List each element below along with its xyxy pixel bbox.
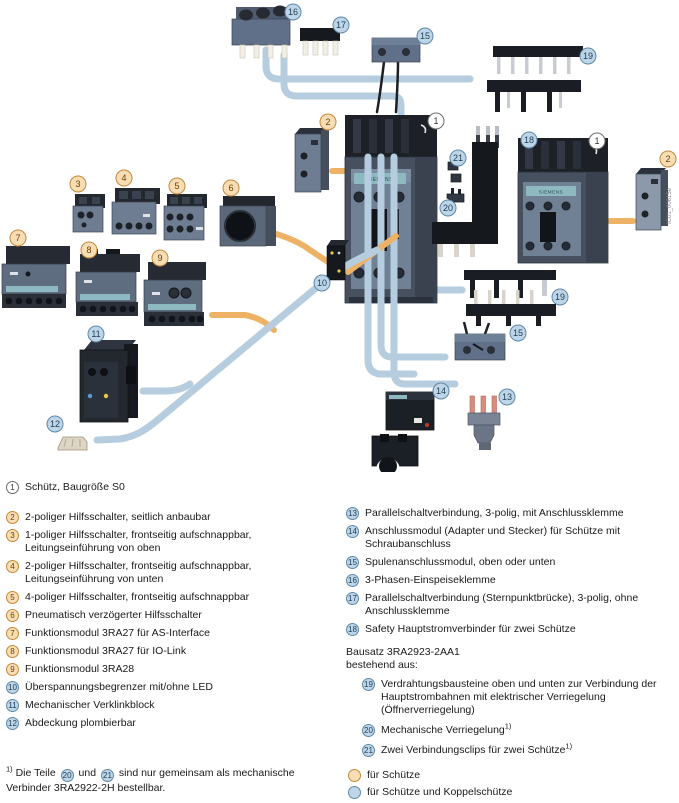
svg-text:3: 3 bbox=[75, 179, 81, 189]
callout-5 bbox=[169, 178, 185, 194]
callout-8 bbox=[81, 242, 97, 258]
callout-16 bbox=[285, 4, 301, 20]
legend-callout-10: 10 bbox=[6, 681, 19, 694]
legend-item-17 bbox=[346, 592, 676, 618]
color-key-text: für Schütze und Koppelschütze bbox=[367, 786, 513, 798]
callout-15-lower bbox=[510, 325, 526, 341]
component-function-module-3ra28 bbox=[144, 262, 206, 326]
legend-text: Zwei Verbindungsclips für zwei Schütze$^{1)}$ bbox=[381, 741, 573, 756]
brand-label: SIEMENS bbox=[538, 189, 564, 195]
legend-text: Mechanische Verriegelung$^{1)}$ bbox=[381, 721, 512, 736]
legend-item-3 bbox=[6, 529, 334, 555]
legend-text: 3-Phasen-Einspeiseklemme bbox=[365, 574, 496, 586]
footnote: $^{1)}$ Die Teile 20 und 21 sind nur gemeinsam als mechanische Verbinder 3RA2922-2H bestellbar. bbox=[6, 764, 295, 794]
legend-callout-15: 15 bbox=[346, 556, 359, 569]
legend-text: Parallelschaltverbindung (Sternpunktbrücke), 3-polig, ohne Anschlussklemme bbox=[365, 592, 639, 617]
legend-item-15 bbox=[346, 556, 676, 569]
callout-2-right bbox=[660, 151, 676, 167]
footnote-marker: 1) bbox=[6, 764, 13, 774]
callout-19-lower bbox=[552, 289, 568, 305]
legend-callout-6: 6 bbox=[6, 609, 19, 622]
legend-item-21 bbox=[362, 741, 676, 757]
image-id-watermark: IC01_00615e bbox=[667, 187, 673, 224]
legend-callout-5: 5 bbox=[6, 591, 19, 604]
legend-callout-16: 16 bbox=[346, 574, 359, 587]
svg-text:21: 21 bbox=[452, 153, 464, 163]
component-parallel-plug bbox=[468, 396, 500, 450]
legend-left-column bbox=[6, 481, 334, 735]
callout-1-main bbox=[428, 113, 444, 129]
assembly-tube-blue-sweep-branch bbox=[143, 384, 190, 391]
component-safety-connector bbox=[432, 126, 499, 257]
svg-text:2: 2 bbox=[325, 117, 331, 127]
component-contactor-second bbox=[518, 138, 608, 263]
legend-text: Überspannungsbegrenzer mit/ohne LED bbox=[25, 681, 213, 693]
kit-heading bbox=[346, 646, 676, 672]
legend-item-4 bbox=[6, 560, 334, 586]
svg-text:17: 17 bbox=[335, 20, 347, 30]
callout-20 bbox=[440, 200, 456, 216]
legend-callout-18: 18 bbox=[346, 623, 359, 636]
legend-text: Funktionsmodul 3RA27 für AS-Interface bbox=[25, 627, 211, 639]
legend-callout-17: 17 bbox=[346, 592, 359, 605]
callout-9 bbox=[152, 250, 168, 266]
callout-1-second bbox=[589, 133, 605, 149]
svg-text:15: 15 bbox=[512, 328, 524, 338]
legend-callout-1: 1 bbox=[6, 481, 19, 494]
svg-text:8: 8 bbox=[86, 245, 92, 255]
svg-text:11: 11 bbox=[91, 329, 101, 339]
component-feed-terminal bbox=[232, 6, 290, 59]
legend-right-column bbox=[346, 507, 676, 803]
svg-text:7: 7 bbox=[15, 233, 21, 243]
callout-2-left bbox=[320, 114, 336, 130]
legend-item-1 bbox=[6, 481, 334, 494]
svg-text:10: 10 bbox=[316, 278, 328, 288]
svg-text:19: 19 bbox=[554, 292, 566, 302]
svg-text:19: 19 bbox=[582, 51, 594, 61]
legend-item-9 bbox=[6, 663, 334, 676]
color-key-text: für Schütze bbox=[367, 769, 421, 781]
callout-19-top bbox=[580, 48, 596, 64]
legend-item-11 bbox=[6, 699, 334, 712]
legend-item-20 bbox=[362, 721, 676, 737]
callout-11 bbox=[88, 326, 104, 342]
component-function-module-asi bbox=[2, 246, 70, 308]
legend-callout-12: 12 bbox=[6, 717, 19, 730]
legend-item-5 bbox=[6, 591, 334, 604]
legend-text: Safety Hauptstromverbinder für zwei Schütze bbox=[365, 623, 576, 635]
footnote-callout-21: 21 bbox=[101, 769, 114, 782]
component-aux-switch-side-right bbox=[636, 168, 668, 230]
callout-18 bbox=[521, 132, 537, 148]
legend-text: Verdrahtungsbausteine oben und unten zur Verbindung der Hauptstrombahnen mit elektrischer Verriegelung (Öffnerverriegelung) bbox=[381, 678, 657, 716]
legend-item-18 bbox=[346, 623, 676, 636]
component-aux-switch-2pole bbox=[112, 188, 160, 234]
legend-text: Parallelschaltverbindung, 3-polig, mit Anschlussklemme bbox=[365, 507, 624, 519]
legend-item-12 bbox=[6, 717, 334, 730]
legend-callout-21: 21 bbox=[362, 744, 375, 757]
legend-callout-20: 20 bbox=[362, 724, 375, 737]
legend-item-14 bbox=[346, 525, 676, 551]
color-key-contactors bbox=[348, 769, 676, 782]
orange-swatch bbox=[348, 769, 361, 782]
legend-item-8 bbox=[6, 645, 334, 658]
callout-10 bbox=[314, 275, 330, 291]
legend-item-19 bbox=[362, 678, 676, 717]
legend-callout-4: 4 bbox=[6, 560, 19, 573]
svg-text:5: 5 bbox=[174, 181, 180, 191]
kit-subtitle: bestehend aus: bbox=[346, 659, 418, 671]
legend-callout-8: 8 bbox=[6, 645, 19, 658]
coil-wire-left bbox=[377, 62, 384, 112]
svg-text:12: 12 bbox=[49, 419, 61, 429]
legend-text: Mechanischer Verklinkblock bbox=[25, 699, 155, 711]
assembly-tube-blue-feed16 bbox=[266, 50, 470, 79]
legend-text: Schütz, Baugröße S0 bbox=[25, 481, 125, 493]
component-adapter-module bbox=[372, 392, 434, 472]
legend-item-6 bbox=[6, 609, 334, 622]
component-coil-module-lower bbox=[455, 322, 505, 360]
svg-text:1: 1 bbox=[433, 116, 439, 126]
legend-text: 2-poliger Hilfsschalter, frontseitig aufschnappbar, Leitungseinführung von unten bbox=[25, 560, 252, 585]
color-key-coupling bbox=[348, 786, 676, 799]
legend-text: Funktionsmodul 3RA27 für IO-Link bbox=[25, 645, 187, 657]
legend-item-16 bbox=[346, 574, 676, 587]
svg-text:4: 4 bbox=[121, 173, 127, 183]
component-starpoint-bridge bbox=[300, 28, 340, 55]
legend-callout-3: 3 bbox=[6, 529, 19, 542]
footnote-callout-20: 20 bbox=[61, 769, 74, 782]
legend-item-2 bbox=[6, 511, 334, 524]
legend-text: 2-poliger Hilfsschalter, seitlich anbaubar bbox=[25, 511, 211, 523]
legend-callout-9: 9 bbox=[6, 663, 19, 676]
legend-callout-14: 14 bbox=[346, 525, 359, 538]
callout-6 bbox=[223, 180, 239, 196]
component-sealable-cover bbox=[58, 437, 87, 450]
component-function-module-iolink bbox=[76, 249, 140, 316]
svg-text:18: 18 bbox=[523, 135, 535, 145]
legend-text: Anschlussmodul (Adapter und Stecker) für Schütze mit Schraubanschluss bbox=[365, 525, 621, 550]
callout-14 bbox=[433, 383, 449, 399]
legend-text: Abdeckung plombierbar bbox=[25, 717, 136, 729]
svg-text:15: 15 bbox=[419, 31, 431, 41]
svg-text:1: 1 bbox=[594, 136, 600, 146]
svg-text:16: 16 bbox=[287, 7, 299, 17]
legend-callout-19: 19 bbox=[362, 678, 375, 691]
callout-3 bbox=[70, 176, 86, 192]
component-wiring-combs-lower bbox=[464, 270, 556, 326]
component-aux-switch-4pole bbox=[164, 194, 207, 240]
svg-text:13: 13 bbox=[501, 392, 513, 402]
legend-callout-11: 11 bbox=[6, 699, 19, 712]
kit-items bbox=[362, 678, 676, 757]
legend-callout-13: 13 bbox=[346, 507, 359, 520]
component-aux-switch-side-left bbox=[295, 128, 329, 192]
legend-item-13 bbox=[346, 507, 676, 520]
callout-12 bbox=[47, 416, 63, 432]
svg-text:6: 6 bbox=[228, 183, 234, 193]
svg-text:2: 2 bbox=[665, 154, 671, 164]
component-pneumatic-aux-switch bbox=[220, 196, 276, 246]
legend-item-7 bbox=[6, 627, 334, 640]
kit-title: Bausatz 3RA2923-2AA1 bbox=[346, 646, 460, 658]
legend-text: Funktionsmodul 3RA28 bbox=[25, 663, 135, 675]
legend-text: Pneumatisch verzögerter Hilfsschalter bbox=[25, 609, 202, 621]
component-coil-module-top bbox=[372, 38, 420, 62]
legend-callout-2: 2 bbox=[6, 511, 19, 524]
legend-text: Spulenanschlussmodul, oben oder unten bbox=[365, 556, 556, 568]
callout-17 bbox=[333, 17, 349, 33]
callout-21 bbox=[450, 150, 466, 166]
brand-label: SIEMENS bbox=[366, 177, 394, 183]
legend-item-10 bbox=[6, 681, 334, 694]
callout-13 bbox=[499, 389, 515, 405]
color-key bbox=[348, 769, 676, 799]
component-latching-block bbox=[80, 340, 138, 422]
blue-swatch bbox=[348, 786, 361, 799]
callout-7 bbox=[10, 230, 26, 246]
legend-text: 1-poliger Hilfsschalter, frontseitig aufschnappbar, Leitungseinführung von oben bbox=[25, 529, 252, 554]
svg-text:20: 20 bbox=[442, 203, 454, 213]
component-aux-switch-1pole bbox=[73, 194, 105, 232]
svg-text:14: 14 bbox=[435, 386, 447, 396]
callout-4 bbox=[116, 170, 132, 186]
component-wiring-combs-top bbox=[487, 46, 583, 112]
legend-callout-7: 7 bbox=[6, 627, 19, 640]
callout-15-top bbox=[417, 28, 433, 44]
svg-text:9: 9 bbox=[157, 253, 163, 263]
legend-text: 4-poliger Hilfsschalter, frontseitig aufschnappbar bbox=[25, 591, 250, 603]
